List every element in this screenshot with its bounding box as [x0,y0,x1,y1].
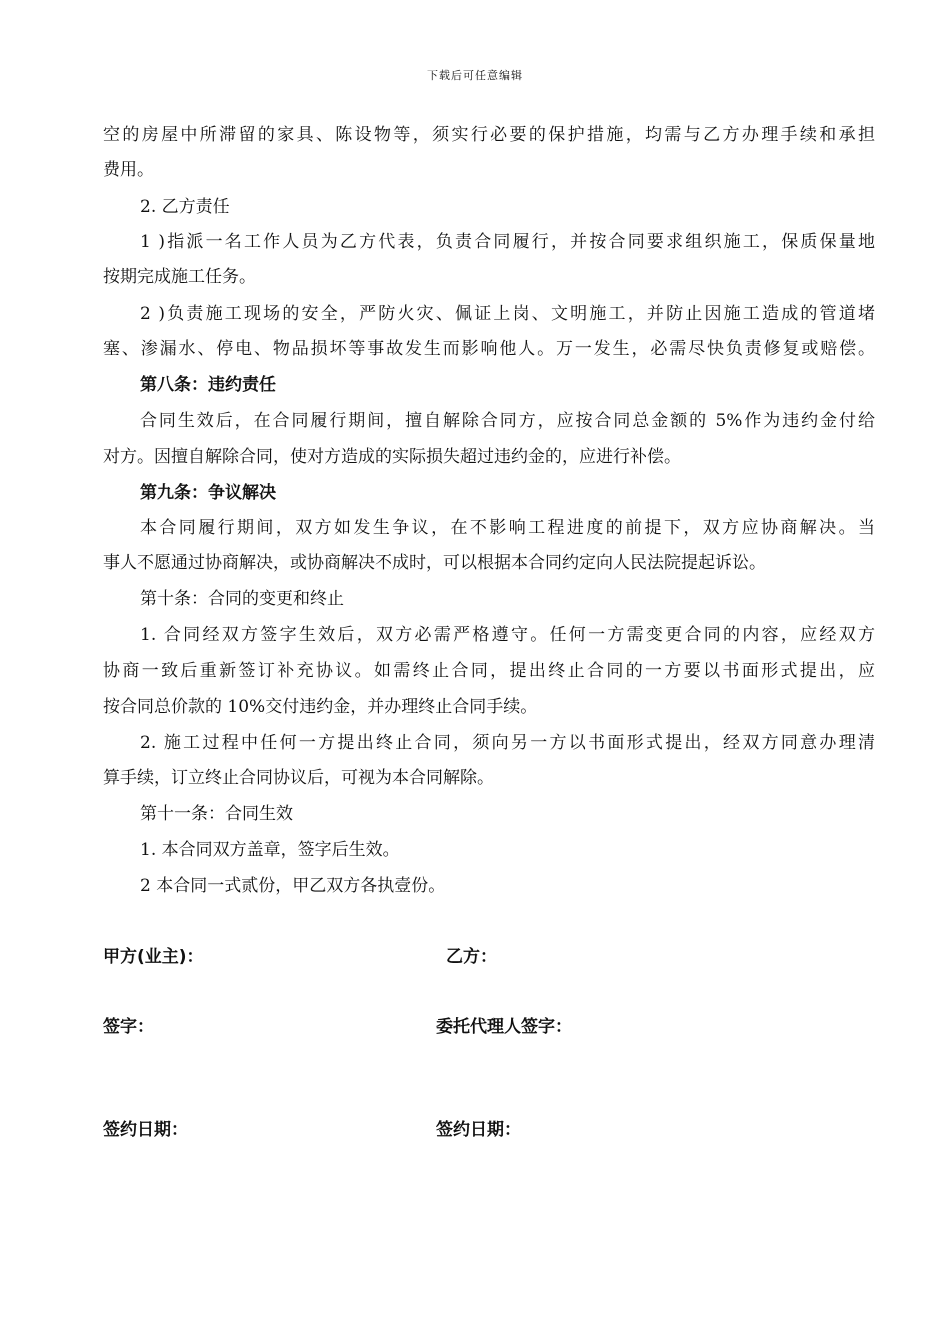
paragraph-line: 空的房屋中所滞留的家具、陈设物等，须实行必要的保护措施，均需与乙方办理手续和承担 [103,125,875,145]
paragraph-line: 2 本合同一式贰份，甲乙双方各执壹份。 [140,876,446,896]
paragraph-line: 按期完成施工任务。 [103,267,256,287]
paragraph-line: 1. 合同经双方签字生效后，双方必需严格遵守。任何一方需变更合同的内容，应经双方 [140,625,875,645]
paragraph-line: 本合同履行期间，双方如发生争议，在不影响工程进度的前提下，双方应协商解决。当 [140,518,875,538]
paragraph-line: 费用。 [103,160,154,180]
party-b-agent-signature-label: 委托代理人签字： [436,1017,572,1037]
article-9-heading: 第九条：争议解决 [140,483,276,503]
paragraph-line: 事人不愿通过协商解决，或协商解决不成时，可以根据本合同约定向人民法院提起诉讼。 [103,553,766,573]
party-a-label: 甲方(业主)： [103,947,204,967]
paragraph-line: 对方。因擅自解除合同，使对方造成的实际损失超过违约金的，应进行补偿。 [103,447,681,467]
article-10-heading: 第十条：合同的变更和终止 [140,589,344,609]
paragraph-line: 2 )负责施工现场的安全，严防火灾、佩证上岗、文明施工，并防止因施工造成的管道堵 [140,304,875,324]
party-a-date-label: 签约日期： [103,1120,188,1140]
paragraph-line: 算手续，订立终止合同协议后，可视为本合同解除。 [103,768,494,788]
paragraph-line: 1 )指派一名工作人员为乙方代表，负责合同履行，并按合同要求组织施工，保质保量地 [140,232,875,252]
paragraph-line: 合同生效后，在合同履行期间，擅自解除合同方，应按合同总金额的 5%作为违约金付给 [140,411,875,431]
section-heading: 2. 乙方责任 [140,197,230,217]
paragraph-line: 按合同总价款的 10%交付违约金，并办理终止合同手续。 [103,697,538,717]
paragraph-line: 塞、渗漏水、停电、物品损坏等事故发生而影响他人。万一发生，必需尽快负责修复或赔偿。 [103,339,875,359]
paragraph-line: 2. 施工过程中任何一方提出终止合同，须向另一方以书面形式提出，经双方同意办理清 [140,733,875,753]
article-11-heading: 第十一条：合同生效 [140,804,293,824]
party-b-date-label: 签约日期： [436,1120,521,1140]
party-a-signature-label: 签字： [103,1017,154,1037]
page-header: 下载后可任意编辑 [427,69,523,82]
article-8-heading: 第八条：违约责任 [140,375,276,395]
party-b-label: 乙方： [446,947,497,967]
paragraph-line: 1. 本合同双方盖章，签字后生效。 [140,840,400,860]
paragraph-line: 协商一致后重新签订补充协议。如需终止合同，提出终止合同的一方要以书面形式提出，应 [103,661,875,681]
